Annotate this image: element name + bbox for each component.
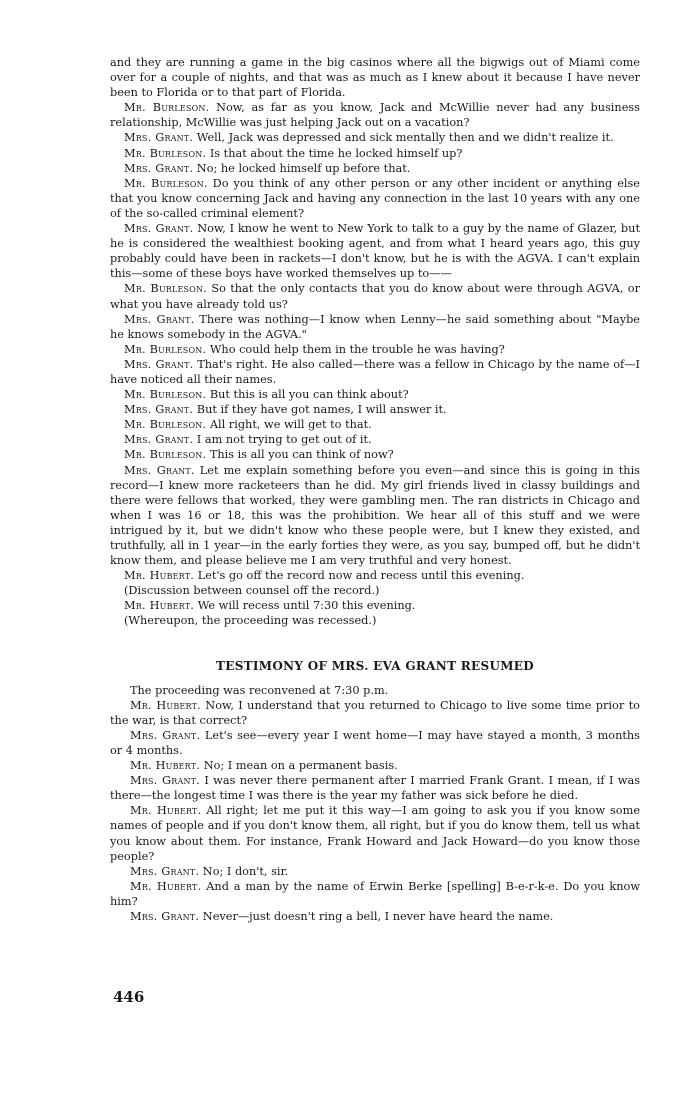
paragraph — [110, 417, 640, 432]
speaker-label: Mr. Hubert. — [130, 879, 202, 893]
speech-text: This is all you can think of now? — [206, 448, 394, 462]
speaker-label: Mrs. Grant. — [124, 403, 194, 417]
speaker-label: Mrs. Grant. — [130, 864, 200, 878]
speech-text: And a man by the name of Erwin Berke [spelling] B-e-r-k-e. Do you know him? — [110, 879, 640, 908]
speech-text: Now, as far as you know, Jack and McWillie never had any business relationship, McWillie was just helping Jack out on a vacation? — [110, 101, 640, 130]
paragraph — [110, 803, 640, 863]
speech-text: I was never there permanent after I married Frank Grant. I mean, if I was there—the longest time I was there is the year my father was sick before he died. — [110, 774, 640, 803]
speaker-label: Mr. Burleson. — [124, 388, 207, 402]
speaker-label: Mr. Hubert. — [124, 599, 195, 613]
speech-text: Never—just doesn't ring a bell, I never have heard the name. — [199, 909, 554, 923]
speech-text: Now, I understand that you returned to Chicago to live some time prior to the war, is that correct? — [110, 698, 640, 727]
speech-text: Is that about the time he locked himself up? — [206, 146, 463, 160]
paragraph — [110, 100, 640, 130]
paragraph — [110, 758, 640, 773]
speaker-label: Mr. Burleson. — [124, 342, 207, 356]
paragraph — [110, 864, 640, 879]
speaker-label: Mrs. Grant. — [124, 463, 195, 477]
paragraph — [110, 698, 640, 728]
speech-text: So that the only contacts that you do know about were through AGVA, or what you have already told us? — [110, 282, 640, 311]
section-heading: TESTIMONY OF MRS. EVA GRANT RESUMED — [216, 658, 534, 673]
speech-text: We will recess until 7:30 this evening. — [194, 599, 416, 613]
speaker-label: Mr. Burleson. — [124, 448, 207, 462]
paragraph — [110, 146, 640, 161]
speech-text: No; he locked himself up before that. — [193, 161, 411, 175]
paragraph — [110, 879, 640, 909]
paragraph — [110, 281, 640, 311]
speech-text: All right, we will get to that. — [206, 418, 372, 432]
paragraph — [110, 432, 640, 447]
paragraph — [110, 342, 640, 357]
speaker-label: Mr. Hubert. — [130, 759, 201, 773]
stage-direction: (Whereupon, the proceeding was recessed.) — [124, 614, 377, 628]
speaker-label: Mrs. Grant. — [124, 357, 194, 371]
paragraph — [110, 402, 640, 417]
speaker-label: Mrs. Grant. — [124, 433, 194, 447]
paragraph — [110, 598, 640, 613]
paragraph — [110, 130, 640, 145]
speech-text: There was nothing—I know when Lenny—he said something about "Maybe he knows somebody in the AGVA." — [110, 312, 640, 341]
paragraph — [110, 447, 640, 462]
speaker-label: Mr. Hubert. — [130, 804, 202, 818]
speaker-label: Mrs. Grant. — [124, 131, 194, 145]
speaker-label: Mr. Burleson. — [124, 282, 207, 296]
transcript-page — [110, 55, 640, 924]
paragraph — [110, 161, 640, 176]
paragraph — [110, 221, 640, 281]
speaker-label: Mrs. Grant. — [124, 222, 194, 236]
paragraph — [110, 312, 640, 342]
speech-text: I am not trying to get out of it. — [193, 433, 372, 447]
paragraph — [110, 568, 640, 583]
paragraph: and they are running a game in the big casinos where all the bigwigs out of Miami come over for a couple of nights, and that was as much as I knew about it because I have never been to Florida or to that part of Florida. — [110, 56, 640, 100]
speech-text: Who could help them in the trouble he was having? — [206, 342, 505, 356]
paragraph — [110, 357, 640, 387]
speaker-label: Mr. Burleson. — [124, 418, 207, 432]
speaker-label: Mr. Burleson. — [124, 146, 207, 160]
speech-text: All right; let me put it this way—I am going to ask you if you know some names of people and if you don't know them, all right, but if you do know them, tell us what you know about them. For instance, Frank Howard and Jack Howard—do you know those people? — [110, 804, 641, 863]
speech-text: Do you think of any other person or any other incident or anything else that you know concerning Jack and having any connection in the last 10 years with any one of the so-called criminal element? — [110, 176, 640, 220]
paragraph — [110, 463, 640, 569]
speaker-label: Mrs. Grant. — [124, 312, 195, 326]
paragraph — [110, 773, 640, 803]
speech-text: Well, Jack was depressed and sick mentally then and we didn't realize it. — [193, 131, 614, 145]
speech-text: But this is all you can think about? — [206, 388, 409, 402]
paragraph: The proceeding was reconvened at 7:30 p.m. — [130, 683, 389, 697]
speech-text: Let me explain something before you even—and since this is going in this record—I knew more racketeers than he did. My girl friends lived in classy buildings and there were fellows that worked, they were gambling men. The ran districts in Chicago and when I was 16 or 18, this was the prohibition. We hear all of this stuff and we were intrigued by it, but we didn't know who these people were, but I knew they existed, and truthfully, all in 1 year—in the early forties they were, as you say, bumped off, but he didn't know them, and please believe me I am very truthful and very honest. — [110, 463, 640, 568]
speaker-label: Mr. Burleson. — [124, 176, 208, 190]
speaker-label: Mr. Hubert. — [130, 698, 201, 712]
speaker-label: Mrs. Grant. — [130, 728, 201, 742]
testimony-section-2 — [110, 683, 640, 925]
paragraph — [110, 176, 640, 221]
speech-text: No; I don't, sir. — [199, 864, 289, 878]
paragraph — [110, 909, 640, 924]
speech-text: Let's see—every year I went home—I may have stayed a month, 3 months or 4 months. — [110, 728, 640, 757]
paragraph — [110, 387, 640, 402]
page-number: 446 — [113, 988, 145, 1006]
speech-text: But if they have got names, I will answer it. — [193, 403, 447, 417]
speaker-label: Mrs. Grant. — [130, 774, 200, 788]
speaker-label: Mr. Burleson. — [124, 101, 210, 115]
speech-text: That's right. He also called—there was a fellow in Chicago by the name of—I have noticed all their names. — [110, 357, 640, 386]
stage-direction: (Discussion between counsel off the record.) — [124, 584, 380, 598]
speaker-label: Mr. Hubert. — [124, 569, 195, 583]
speech-text: No; I mean on a permanent basis. — [200, 759, 398, 773]
testimony-section-1 — [110, 55, 640, 629]
speech-text: Now, I know he went to New York to talk to a guy by the name of Glazer, but he is considered the wealthiest booking agent, and from what I heard years ago, this guy probably could have been in rackets—I don't know, but he is with the AGVA. I can't explain this—some of these boys have worked themselves up to—— — [110, 222, 640, 281]
speaker-label: Mrs. Grant. — [130, 909, 200, 923]
paragraph — [110, 728, 640, 758]
speaker-label: Mrs. Grant. — [124, 161, 194, 175]
speech-text: Let's go off the record now and recess until this evening. — [194, 569, 525, 583]
